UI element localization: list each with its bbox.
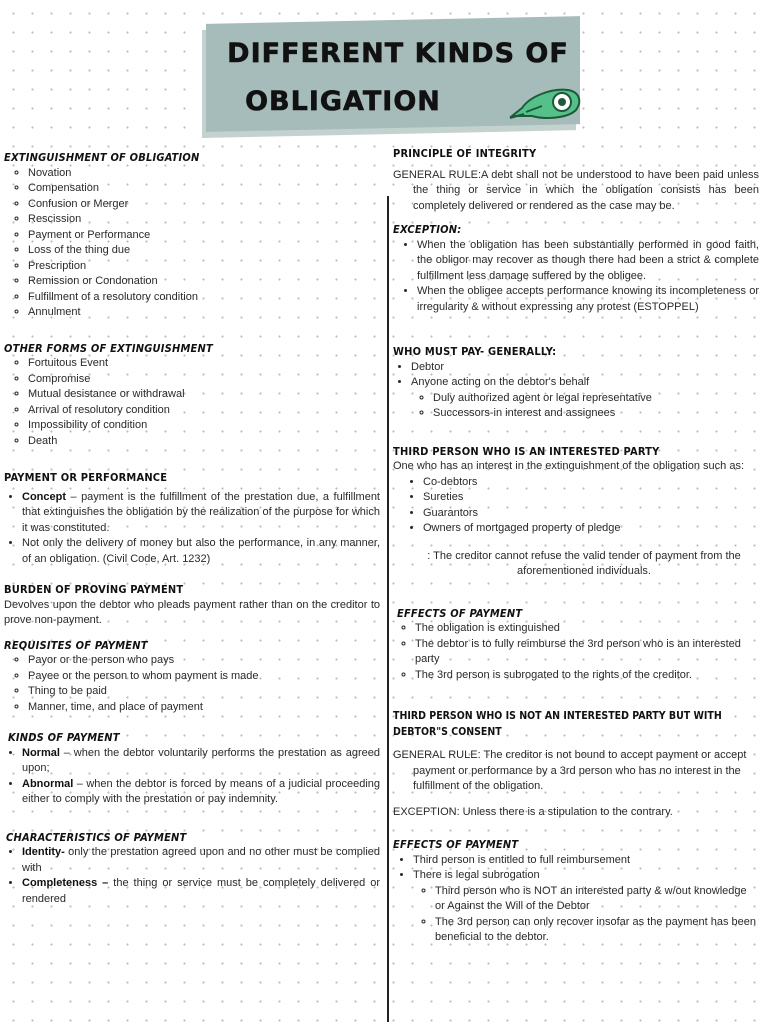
third-interested-text: One who has an interest in the extinguishment of the obligation such as: (393, 460, 744, 472)
list-item: ◦ Compensation (28, 181, 380, 197)
definition: – when the debtor is forced by means of a judicial proceeding either to comply with the prestation or pay indemnity. (22, 777, 380, 805)
third-interested-section (393, 444, 759, 580)
definition: – payment is the fulfillment of the prestation due, a fulfillment that extinguishes the obligation by the realization of the purpose for which it was constituted. (22, 490, 380, 534)
list-item: ◦ The 3rd person is subrogated to the rights of the creditor. (415, 668, 759, 684)
requisites-section (4, 638, 380, 716)
sub-list-item: ◦ Third person who is NOT an interested party & w/out knowledge or Against the Will of the Debtor (435, 884, 759, 915)
list-item: ◦ Rescission (28, 212, 380, 228)
exception-text: Unless there is a stipulation to the contrary. (459, 805, 673, 818)
list-item: ◦ Fulfillment of a resolutory condition (28, 290, 380, 306)
exception-heading: EXCEPTION: (393, 223, 462, 236)
list-item: ◦ Novation (28, 166, 380, 182)
section-heading: THIRD PERSON WHO IS AN INTERESTED PARTY (393, 444, 660, 458)
list-item-text: Anyone acting on the debtor's behalf (411, 376, 590, 388)
list-item: • Sureties (423, 490, 759, 506)
section-heading: EFFECTS OF PAYMENT (393, 838, 519, 851)
kinds-list (4, 746, 380, 808)
right-column (393, 146, 759, 946)
list-item: ◦ Mutual desistance or withdrawal (28, 387, 380, 403)
definition: Not only the delivery of money but also the performance, in any manner, of an obligation. (Civil Code, Art. 1232) (22, 537, 380, 565)
exception-label: EXCEPTION: (393, 805, 460, 818)
sub-list-item: ◦ Successors-in interest and assignees (433, 406, 759, 422)
general-rule (393, 168, 759, 215)
list-item: ◦ The obligation is extinguished (415, 621, 759, 637)
list-item: • Co-debtors (423, 475, 759, 491)
who-must-pay-section (393, 344, 759, 422)
page-title-line-2: OBLIGATION (245, 86, 441, 117)
general-rule (393, 748, 759, 795)
section-heading: CHARACTERISTICS OF PAYMENT (6, 830, 187, 844)
list-item (22, 490, 380, 537)
list-item: ◦ Death (28, 434, 380, 450)
list-item: ◦ Confusion or Merger (28, 197, 380, 213)
requisites-list (4, 653, 380, 715)
list-item (22, 876, 380, 907)
rule-text: A debt shall not be understood to have been paid unless the thing or service in which the obligation consists has been completely delivered or rendered as the case may be. (413, 168, 759, 212)
section-heading: EXTINGUISHMENT OF OBLIGATION (4, 151, 200, 164)
section-heading: PAYMENT OR PERFORMANCE (4, 471, 168, 484)
list-item: • When the obligee accepts performance knowing its incompleteness or irregularity & without expressing any protest (ESTOPPEL) (417, 284, 759, 315)
list-item: ◦ Arrival of resolutory condition (28, 403, 380, 419)
effects-list-1 (393, 621, 759, 683)
third-interested-list (393, 475, 759, 537)
section-heading: OTHER FORMS OF EXTINGUISHMENT (4, 341, 213, 355)
list-item (413, 868, 759, 946)
burden-text: Devolves upon the debtor who pleads payment rather than on the creditor to prove non-payment. (4, 598, 380, 626)
sub-list-item: ◦ Duly authorized agent or legal representative (433, 391, 759, 407)
list-item: ◦ Fortuitous Event (28, 356, 380, 372)
correction-tape-icon (508, 82, 584, 122)
list-item (22, 777, 380, 808)
section-heading: EFFECTS OF PAYMENT (397, 606, 523, 620)
payment-performance-section (4, 470, 380, 567)
section-heading: BURDEN OF PROVING PAYMENT (4, 583, 184, 596)
page-title-line-1: DIFFERENT KINDS OF (227, 38, 569, 69)
other-forms-list (4, 356, 380, 449)
list-item (22, 536, 380, 567)
section-heading: KINDS OF PAYMENT (8, 731, 120, 744)
term: Normal (22, 746, 60, 759)
list-item (411, 375, 759, 422)
rule-text: The creditor is not bound to accept payment or accept payment or performance by a 3rd person who has no interest in the fulfillment of the obligation. (413, 749, 747, 792)
list-item (22, 746, 380, 777)
sub-list-item: ◦ The 3rd person can only recover insofar as the payment has been beneficial to the debtor. (435, 915, 759, 946)
list-item: • When the obligation has been substantially performed in good faith, the obligor may recover as though there had been a strict & complete fulfillment less damage suffered by the obligee. (417, 238, 759, 285)
exception-line (393, 805, 759, 821)
term: Concept (22, 490, 66, 503)
effects-section-2 (393, 837, 759, 946)
kinds-section (4, 730, 380, 808)
third-not-interested-section (393, 709, 759, 820)
term: Identity- (22, 846, 65, 858)
definition: only the prestation agreed upon and no other must be complied with (22, 846, 380, 874)
column-divider (387, 196, 389, 1022)
extinguishment-section (4, 150, 380, 321)
list-item: ◦ Prescription (28, 259, 380, 275)
definition: – when the debtor voluntarily performs the prestation as agreed upon; (22, 746, 380, 774)
list-item: • Guarantors (423, 506, 759, 522)
burden-section (4, 582, 380, 629)
list-item-text: There is legal subrogation (413, 869, 540, 881)
list-item: ◦ Annulment (28, 305, 380, 321)
section-heading: WHO MUST PAY- GENERALLY: (393, 345, 557, 358)
sub-list (411, 391, 759, 422)
list-item (22, 845, 380, 876)
integrity-section (393, 146, 759, 315)
who-must-pay-list (393, 360, 759, 422)
list-item: ◦ Manner, time, and place of payment (28, 700, 380, 716)
list-item: ◦ Payor or the person who pays (28, 653, 380, 669)
definition: the thing or service must be completely delivered or rendered (22, 877, 380, 905)
left-column (4, 150, 380, 907)
extinguishment-list (4, 166, 380, 321)
section-heading: THIRD PERSON WHO IS NOT AN INTERESTED PARTY BUT WITH DEBTOR"S CONSENT (393, 710, 722, 738)
section-heading: PRINCIPLE OF INTEGRITY (393, 147, 537, 160)
list-item: ◦ The debtor is to fully reimburse the 3rd person who is an interested party (415, 637, 759, 668)
characteristics-list (4, 845, 380, 907)
effects-list-2 (393, 853, 759, 946)
effects-section-1 (393, 606, 759, 684)
list-item: ◦ Remission or Condonation (28, 274, 380, 290)
list-item: • Debtor (411, 360, 759, 376)
payment-list (4, 490, 380, 568)
term: Abnormal (22, 777, 74, 790)
list-item: ◦ Payee or the person to whom payment is made (28, 669, 380, 685)
sub-list (413, 884, 759, 946)
other-forms-section (4, 341, 380, 450)
list-item: • Owners of mortgaged property of pledge (423, 521, 759, 537)
list-item: ◦ Impossibility of condition (28, 418, 380, 434)
exception-list (393, 238, 759, 316)
creditor-note: : The creditor cannot refuse the valid tender of payment from the aforementioned individuals. (427, 549, 741, 577)
list-item: • Third person is entitled to full reimbursement (413, 853, 759, 869)
rule-label: GENERAL RULE: (393, 168, 482, 181)
rule-label: GENERAL RULE: (393, 749, 481, 761)
list-item: ◦ Loss of the thing due (28, 243, 380, 259)
characteristics-section (4, 830, 380, 908)
list-item: ◦ Payment or Performance (28, 228, 380, 244)
list-item: ◦ Thing to be paid (28, 684, 380, 700)
section-heading: REQUISITES OF PAYMENT (4, 638, 148, 652)
list-item: ◦ Compromise (28, 372, 380, 388)
term: Completeness – (22, 877, 109, 889)
